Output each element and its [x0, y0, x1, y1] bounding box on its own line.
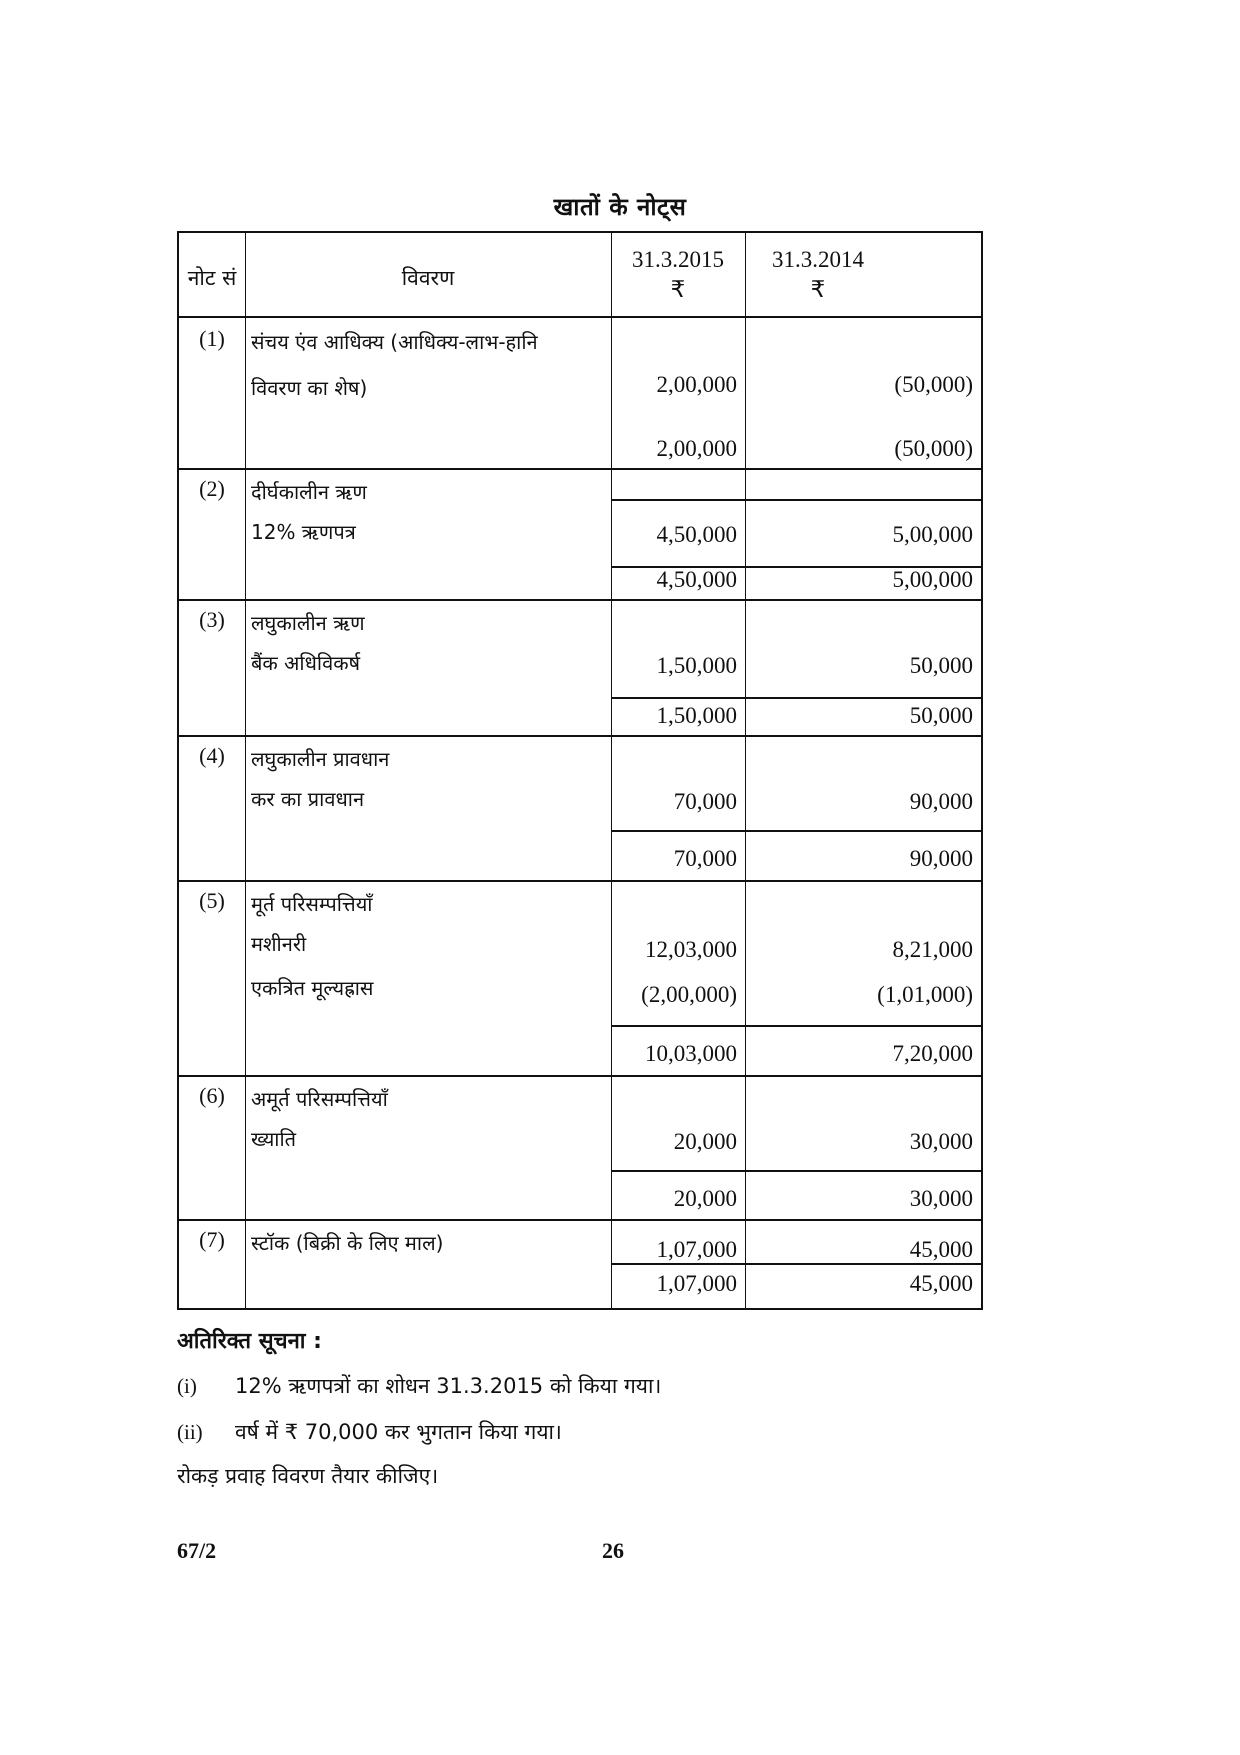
item-text: 12% ऋणपत्रों का शोधन 31.3.2015 को किया गया।: [235, 1374, 662, 1398]
note-number: (7): [199, 1227, 225, 1252]
note-number: (3): [199, 607, 225, 632]
note-description-line: ख्याति: [251, 1127, 297, 1151]
note-description-line: विवरण का शेष): [251, 376, 368, 400]
amount-2015: (2,00,000): [641, 982, 737, 1007]
additional-info-title: अतिरिक्त सूचना :: [177, 1329, 322, 1354]
total-2014: 50,000: [909, 703, 973, 728]
total-2015: 2,00,000: [656, 436, 737, 461]
amount-2014: 45,000: [909, 1237, 973, 1262]
total-2015: 70,000: [673, 846, 737, 871]
total-2014: (50,000): [894, 436, 973, 461]
page-number: 26: [602, 1538, 624, 1563]
rupee-symbol: ₹: [810, 277, 826, 302]
total-2015: 20,000: [673, 1186, 737, 1211]
note-description-line: मशीनरी: [251, 932, 307, 956]
note-divider: [179, 1075, 981, 1077]
amount-2014: 8,21,000: [892, 937, 973, 962]
subtotal-line: [611, 697, 981, 699]
instruction-text: रोकड़ प्रवाह विवरण तैयार कीजिए।: [177, 1464, 439, 1488]
note-divider: [179, 735, 981, 737]
paper-code: 67/2: [177, 1538, 217, 1563]
note-number: (6): [199, 1083, 225, 1108]
note-description-line: कर का प्रावधान: [251, 787, 365, 811]
amount-2015: 12,03,000: [645, 937, 737, 962]
notes-table: [177, 231, 983, 1310]
note-description-line: मूर्त परिसम्पत्तियाँ: [251, 892, 373, 916]
note-divider: [179, 468, 981, 470]
total-2014: 30,000: [909, 1186, 973, 1211]
amount-2015: 20,000: [673, 1129, 737, 1154]
note-divider: [179, 1219, 981, 1221]
note-divider: [179, 880, 981, 882]
note-number: (5): [199, 888, 225, 913]
total-2015: 10,03,000: [645, 1041, 737, 1066]
subtotal-line: [611, 830, 981, 832]
header-date-2015: 31.3.2015: [632, 247, 724, 272]
amount-2014: (50,000): [894, 372, 973, 397]
note-description-line: 12% ऋणपत्र: [251, 520, 356, 544]
total-2015: 1,07,000: [656, 1271, 737, 1296]
note-number: (2): [199, 476, 225, 501]
note-description-line: एकत्रित मूल्यह्रास: [251, 976, 374, 1000]
note-number: (4): [199, 743, 225, 768]
subtotal-line: [611, 1263, 981, 1265]
amount-2014: 30,000: [909, 1129, 973, 1154]
item-marker: (ii): [177, 1420, 203, 1444]
notes-to-accounts-title: खातों के नोट्स: [553, 193, 687, 221]
amount-2015: 4,50,000: [656, 522, 737, 547]
subtotal-line: [611, 499, 981, 501]
amount-2015: 1,07,000: [656, 1237, 737, 1262]
header-col-2014: [745, 245, 981, 305]
header-date-2014: 31.3.2014: [772, 247, 864, 272]
note-divider: [179, 599, 981, 601]
amount-2015: 1,50,000: [656, 653, 737, 678]
note-number: (1): [199, 326, 225, 351]
header-col-2015: [611, 245, 745, 305]
additional-info-item: [177, 1372, 661, 1400]
amount-2014: (1,01,000): [877, 982, 973, 1007]
note-description-line: लघुकालीन प्रावधान: [251, 747, 390, 771]
note-description-line: दीर्घकालीन ऋण: [251, 480, 367, 504]
total-2014: 7,20,000: [892, 1041, 973, 1066]
total-2015: 4,50,000: [656, 567, 737, 592]
additional-info-item: [177, 1418, 562, 1446]
amount-2015: 70,000: [673, 789, 737, 814]
total-2014: 90,000: [909, 846, 973, 871]
item-text: वर्ष में ₹ 70,000 कर भुगतान किया गया।: [235, 1420, 562, 1444]
amount-2015: 2,00,000: [656, 372, 737, 397]
note-description-line: संचय एंव आधिक्य (आधिक्य-लाभ-हानि: [251, 330, 538, 354]
note-description-line: बैंक अधिविकर्ष: [251, 651, 361, 675]
header-particulars: विवरण: [401, 266, 455, 290]
total-2014: 5,00,000: [892, 567, 973, 592]
total-2015: 1,50,000: [656, 703, 737, 728]
item-marker: (i): [177, 1374, 197, 1398]
amount-2014: 90,000: [909, 789, 973, 814]
amount-2014: 50,000: [909, 653, 973, 678]
note-description-line: लघुकालीन ऋण: [251, 611, 365, 635]
note-description-line: अमूर्त परिसम्पत्तियाँ: [251, 1087, 388, 1111]
note-description-line: स्टॉक (बिक्री के लिए माल): [251, 1231, 444, 1255]
amount-2014: 5,00,000: [892, 522, 973, 547]
subtotal-line: [611, 1170, 981, 1172]
subtotal-line: [611, 1025, 981, 1027]
header-note-no: नोट सं: [187, 266, 237, 290]
header-divider: [179, 316, 981, 318]
rupee-symbol: ₹: [670, 277, 686, 302]
total-2014: 45,000: [909, 1271, 973, 1296]
